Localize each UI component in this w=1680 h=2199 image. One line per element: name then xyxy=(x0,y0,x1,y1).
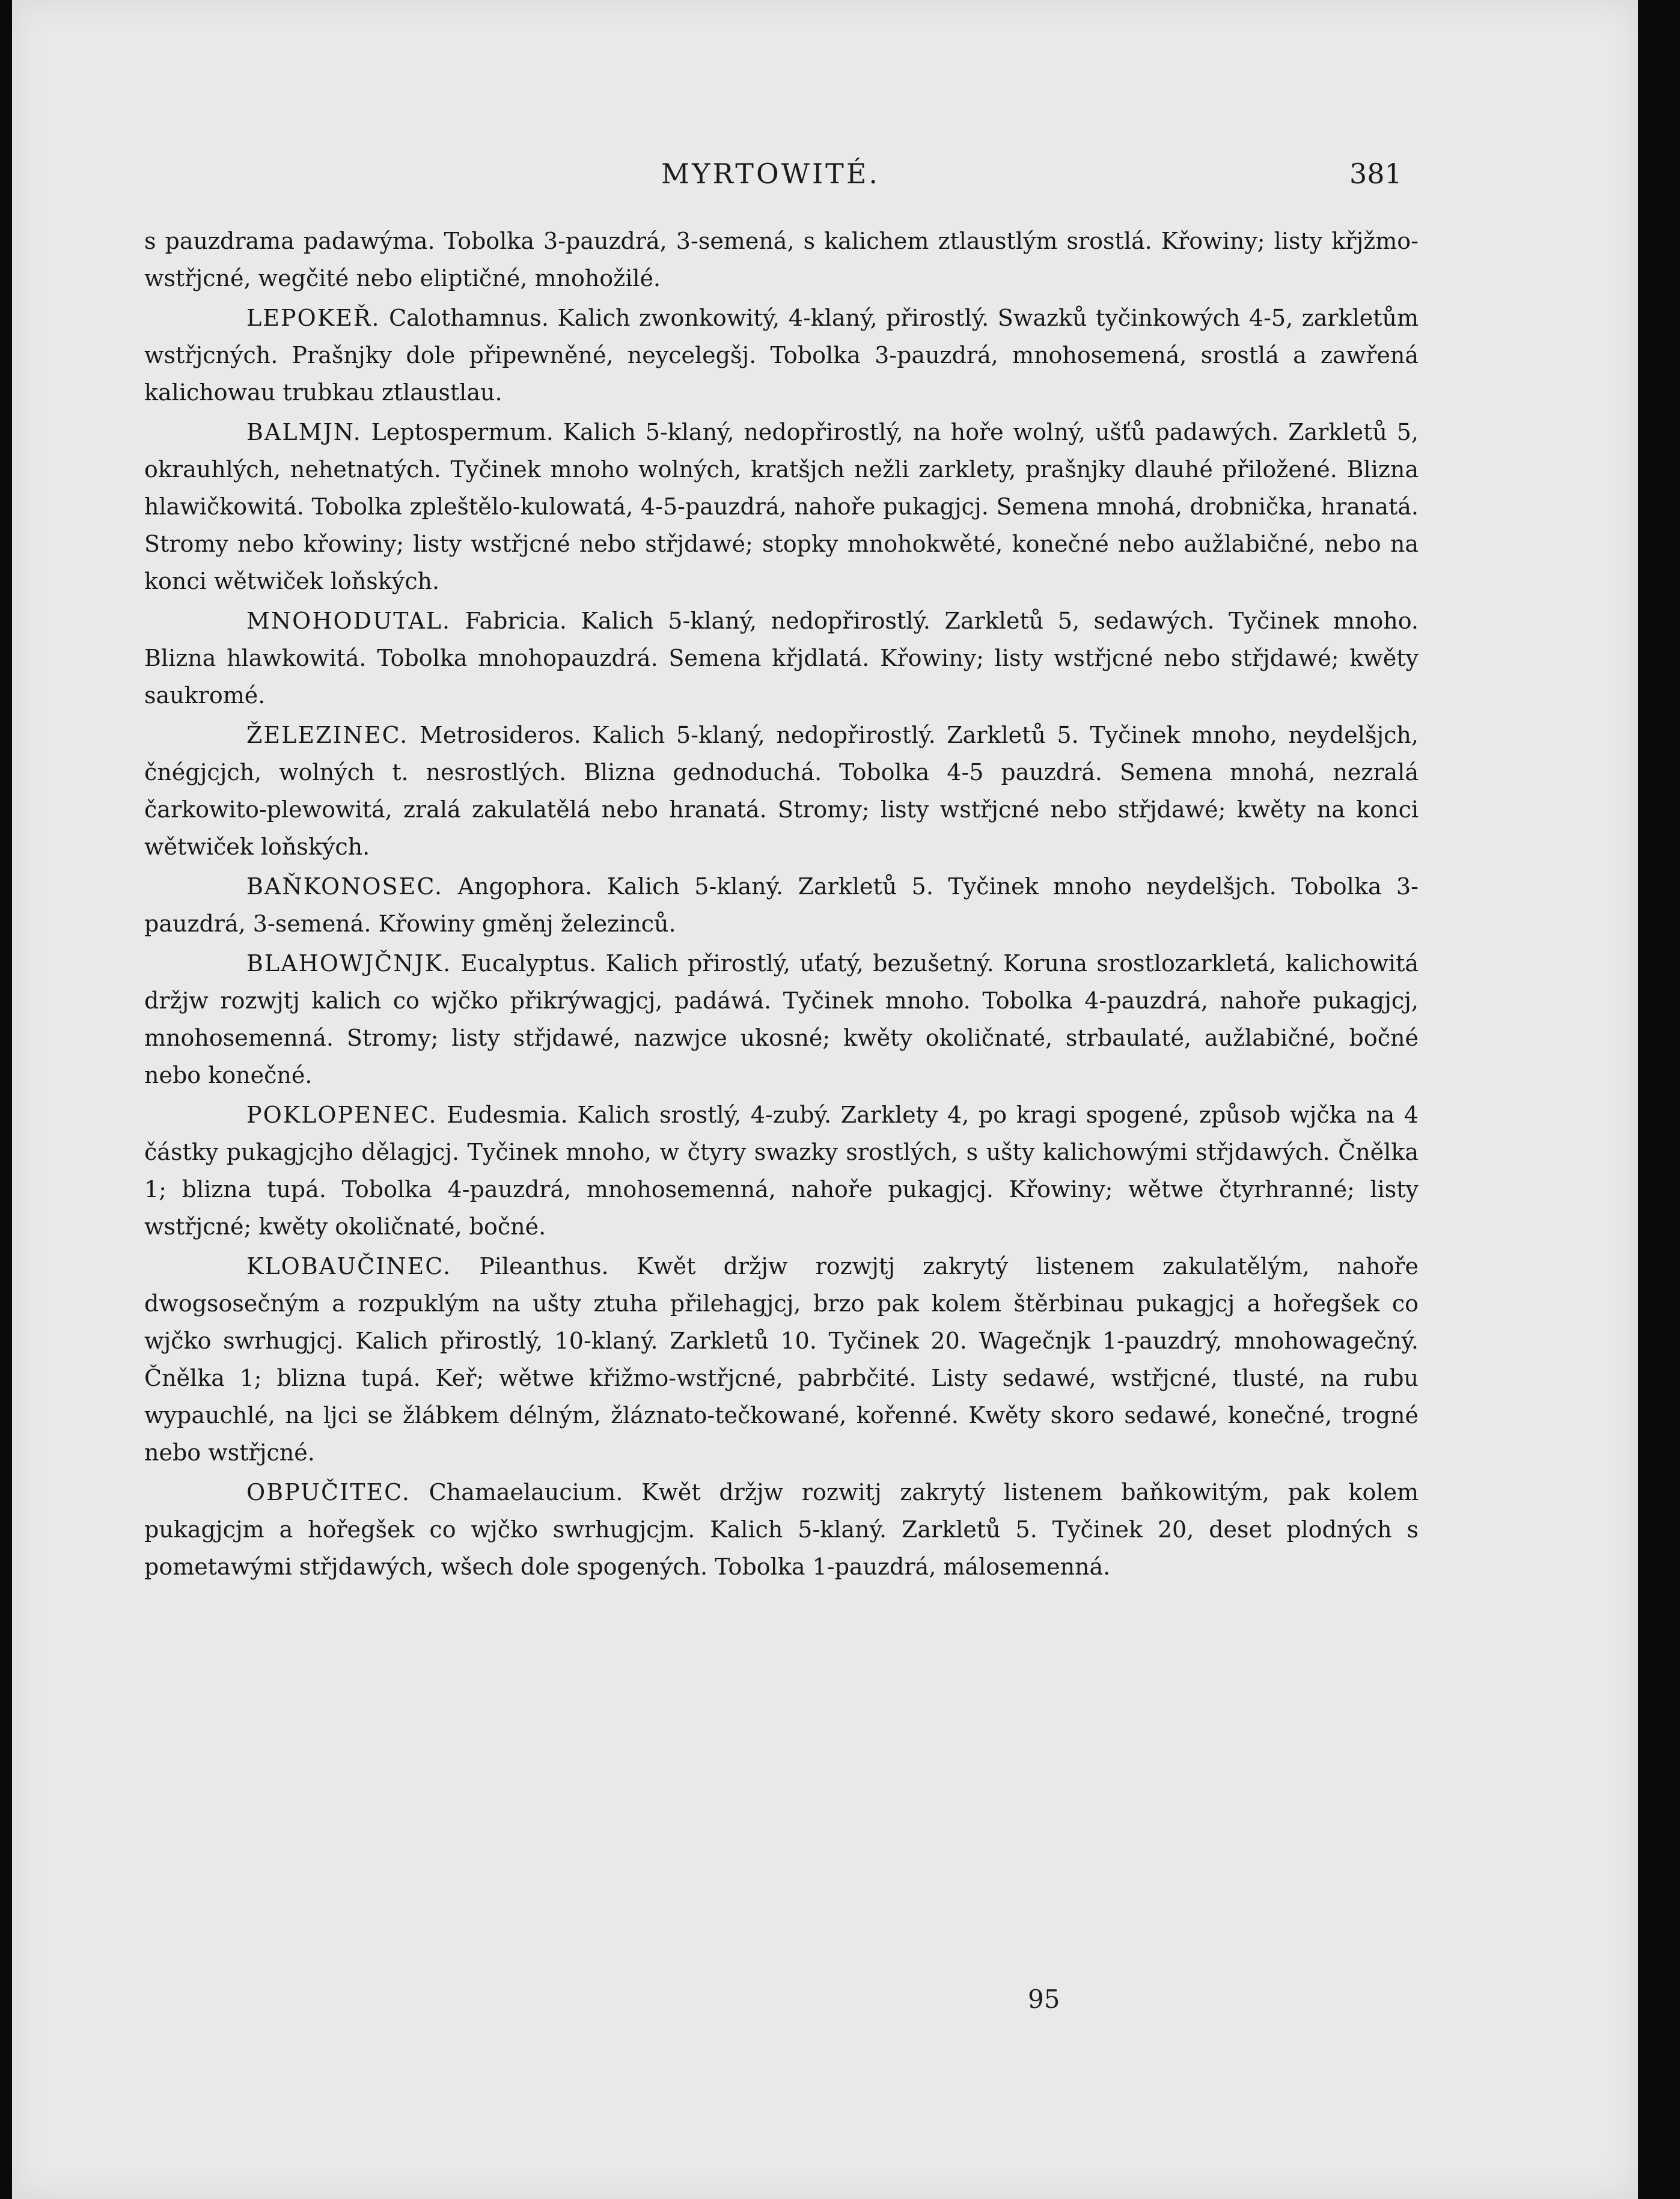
entry-blahowjcnjk xyxy=(144,945,1419,1094)
genus-name: POKLOPENEC. xyxy=(246,1102,438,1128)
genus-name: MNOHODUTAL. xyxy=(246,608,451,634)
genus-name: BALMJN. xyxy=(246,419,362,445)
page-body xyxy=(144,222,1419,1585)
page-number: 381 xyxy=(1349,157,1402,190)
entry-mnohodutal xyxy=(144,602,1419,714)
genus-name: KLOBAUČINEC. xyxy=(246,1253,452,1279)
entry-text: Metrosideros. Kalich 5-klaný, nedopřirostlý. Zarkletů 5. Tyčinek mnoho, neydelšjch, čnégjcjch, wolných t. nesrostlých. Blizna gednoduchá. Tobolka 4-5 pauzdrá. Semena mnohá, nezralá čarkowito-plewowitá, zralá zakulatělá nebo hranatá. Stromy; listy wstřjcné nebo střjdawé; kwěty na konci wětwiček loňských. xyxy=(144,722,1419,860)
entry-text: Chamaelaucium. Kwět držjw rozwitj zakrytý listenem baňkowitým, pak kolem pukagjcjm a hořegšek co wjčko swrhugjcjm. Kalich 5-klaný. Zarkletů 5. Tyčinek 20, deset plodných s pometawými střjdawých, wšech dole spogených. Tobolka 1-pauzdrá, málosemenná. xyxy=(144,1479,1419,1580)
running-head xyxy=(12,157,1638,194)
genus-name: BAŇKONOSEC. xyxy=(246,873,444,900)
genus-name: OBPUČITEC. xyxy=(246,1479,411,1505)
entry-obpucitec xyxy=(144,1474,1419,1585)
genus-name: LEPOKEŘ. xyxy=(246,305,380,331)
signature-mark: 95 xyxy=(1028,1984,1060,2014)
entry-text: Fabricia. Kalich 5-klaný, nedopřirostlý. Zarkletů 5, sedawých. Tyčinek mnoho. Blizna hlawkowitá. Tobolka mnohopauzdrá. Semena křjdlatá. Křowiny; listy wstřjcné nebo střjdawé; kwěty saukromé. xyxy=(144,608,1419,709)
genus-name: ŽELEZINEC. xyxy=(246,722,409,748)
entry-poklopenec xyxy=(144,1096,1419,1245)
entry-text: Pileanthus. Kwět držjw rozwjtj zakrytý listenem zakulatělým, nahoře dwogsosečným a rozpuklým na ušty ztuha přilehagjcj, brzo pak kolem štěrbinau pukagjcj a hořegšek co wjčko swrhugjcj. Kalich přirostlý, 10-klaný. Zarkletů 10. Tyčinek 20. Wagečnjk 1-pauzdrý, mnohowagečný. Čnělka 1; blizna tupá. Keř; wětwe křižmo-wstřjcné, pabrbčité. Listy sedawé, wstřjcné, tlusté, na rubu wypauchlé, na ljci se žlábkem délným, žláznato-tečkowané, kořenné. Kwěty skoro sedawé, konečné, trogné nebo wstřjcné. xyxy=(144,1253,1419,1466)
genus-name: BLAHOWJČNJK. xyxy=(246,950,452,977)
page-header-title: MYRTOWITÉ. xyxy=(661,157,881,190)
book-page xyxy=(12,0,1638,2199)
entry-text: Leptospermum. Kalich 5-klaný, nedopřirostlý, na hoře wolný, ušťů padawých. Zarkletů 5, okrauhlých, nehetnatých. Tyčinek mnoho wolných, kratšjch nežli zarklety, prašnjky dlauhé přiložené. Blizna hlawičkowitá. Tobolka zpleštělo-kulowatá, 4-5-pauzdrá, nahoře pukagjcj. Semena mnohá, drobnička, hranatá. Stromy nebo křowiny; listy wstřjcné nebo střjdawé; stopky mnohokwěté, konečné nebo aužlabičné, nebo na konci wětwiček loňských. xyxy=(144,419,1419,594)
entry-text: Calothamnus. Kalich zwonkowitý, 4-klaný, přirostlý. Swazků tyčinkowých 4-5, zarkletům wstřjcných. Prašnjky dole připewněné, neycelegšj. Tobolka 3-pauzdrá, mnohosemená, srostlá a zawřená kalichowau trubkau ztlaustlau. xyxy=(144,305,1419,406)
entry-text: Eudesmia. Kalich srostlý, 4-zubý. Zarklety 4, po kragi spogené, způsob wjčka na 4 částky pukagjcjho dělagjcj. Tyčinek mnoho, w čtyry swazky srostlých, s ušty kalichowými střjdawých. Čnělka 1; blizna tupá. Tobolka 4-pauzdrá, mnohosemenná, nahoře pukagjcj. Křowiny; wětwe čtyrhranné; listy wstřjcné; kwěty okoličnaté, bočné. xyxy=(144,1102,1419,1240)
entry-text: Eucalyptus. Kalich přirostlý, uťatý, bezušetný. Koruna srostlozarkletá, kalichowitá držjw rozwjtj kalich co wjčko přikrýwagjcj, padáwá. Tyčinek mnoho. Tobolka 4-pauzdrá, nahoře pukagjcj, mnohosemenná. Stromy; listy střjdawé, nazwjce ukosné; kwěty okoličnaté, strbaulaté, aužlabičné, bočné nebo konečné. xyxy=(144,950,1419,1088)
entry-klobaucinec xyxy=(144,1248,1419,1471)
intro-paragraph: s pauzdrama padawýma. Tobolka 3-pauzdrá, 3-semená, s kalichem ztlaustlým srostlá. Křowiny; listy křjžmo-wstřjcné, wegčité nebo eliptičné, mnohožilé. xyxy=(144,228,1419,291)
entry-balmjn xyxy=(144,413,1419,600)
entry-text: Angophora. Kalich 5-klaný. Zarkletů 5. Tyčinek mnoho neydelšjch. Tobolka 3-pauzdrá, 3-semená. Křowiny gměnj železinců. xyxy=(144,873,1419,937)
entry-lepoker xyxy=(144,299,1419,411)
entry-zelezinec xyxy=(144,716,1419,865)
entry-bankonosec xyxy=(144,868,1419,942)
